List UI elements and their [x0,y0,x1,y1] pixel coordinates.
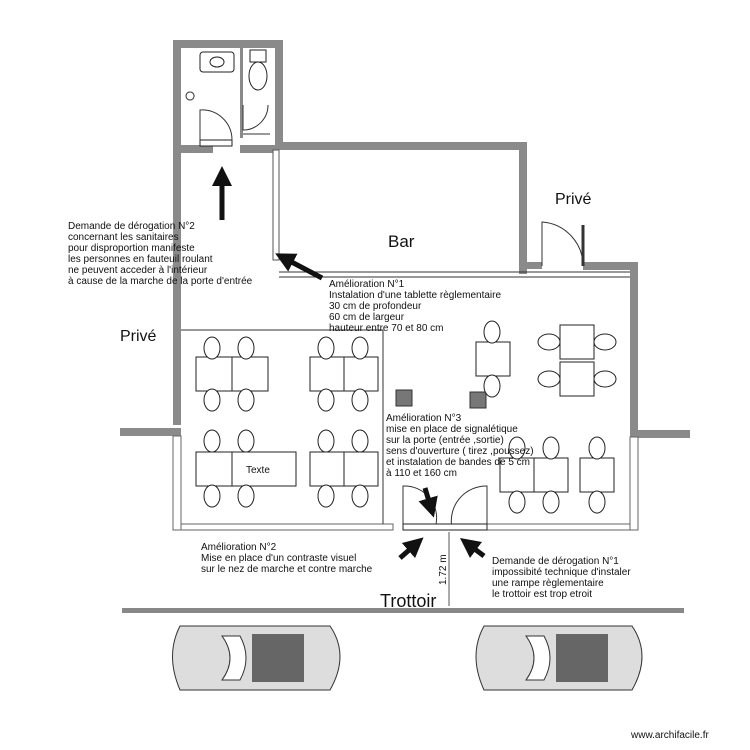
window-right [630,437,638,530]
chair [204,485,220,507]
chair [538,371,560,387]
wall-bar-step [527,262,542,269]
chair [538,334,560,350]
table [310,452,344,486]
note-line: et instalation de bandes de 5 cm [386,457,530,468]
sink-basin [210,57,224,67]
chair [238,485,254,507]
table [580,458,614,492]
note-line: Demande de dérogation N°2 [68,221,195,232]
chair [204,430,220,452]
table [310,357,344,391]
table [344,357,378,391]
toilet-tank [250,50,266,62]
table [232,357,268,391]
chair [509,491,525,513]
arrow-derogation1 [468,544,484,556]
chair [484,375,500,397]
label-prive-left: Privé [120,328,157,345]
chair [204,389,220,411]
chair [204,337,220,359]
chair [318,430,334,452]
note-line: Amélioration N°2 [201,542,277,553]
chair [352,485,368,507]
table [344,452,378,486]
note-line: à 110 et 160 cm [386,468,457,479]
table [476,342,510,376]
car-left [173,626,341,690]
watermark: www.archifacile.fr [631,730,709,741]
wall-right-upper [630,262,638,437]
wall-bar-right [519,142,527,274]
table [560,362,594,396]
floor-drain [186,92,194,100]
signage-panel [470,392,486,408]
chair [238,430,254,452]
chair [589,437,605,459]
chair [589,491,605,513]
chair [238,337,254,359]
label-trottoir: Trottoir [380,591,437,611]
note-derogation1 [492,556,633,600]
wall-wc-top [173,40,283,48]
arrow-amelioration1 [284,258,322,278]
note-line: le trottoir est trop etroit [492,589,593,600]
note-line: Mise en place d'un contraste visuel [201,553,357,564]
note-amelioration1 [329,279,504,334]
note-line: 30 cm de profondeur [329,301,422,312]
note-line: à cause de la marche de la porte d'entrée [68,276,253,287]
window-left [173,436,181,530]
wall-left-ext [120,428,181,436]
label-texte: Texte [246,465,270,476]
entrance-threshold [403,524,487,530]
note-line: une rampe règlementaire [492,578,604,589]
note-line: ne peuvent acceder à l'intérieur [68,265,208,276]
table [560,325,594,359]
wall-bar-left [273,150,279,260]
window-front-left [181,524,393,530]
table [534,458,568,492]
wc-door-frame [200,140,232,146]
note-line: Amélioration N°3 [386,413,462,424]
wall-wc-right [275,40,283,148]
label-bar: Bar [388,232,415,251]
table [196,357,232,391]
tables-left [196,337,378,507]
chair [543,491,559,513]
window-front-right [487,524,630,530]
arrow-amelioration2 [400,544,416,558]
chair [318,337,334,359]
car-right [476,626,642,690]
car-roof [252,634,304,682]
note-line: hauteur entre 70 et 80 cm [329,323,444,334]
wall-wc-left [173,40,181,152]
chair [352,430,368,452]
note-amelioration2 [201,542,373,575]
prive-door-swing [542,222,583,266]
chair [352,337,368,359]
chair [318,389,334,411]
signage-panel [396,390,412,406]
note-derogation2 [68,221,253,287]
entrance-door-right [451,486,487,528]
wall-right-ext [638,430,690,438]
chair [594,371,616,387]
wall-bar-top [275,142,527,150]
note-line: Instalation d'une tablette règlementaire [329,290,502,301]
sanitary [186,50,270,146]
label-prive-right: Privé [555,191,592,208]
note-line: les personnes en fauteuil roulant [68,254,213,265]
chair [484,321,500,343]
note-line: mise en place de signalétique [386,424,518,435]
note-line: impossibité technique d'instaler [492,567,631,578]
chair [594,334,616,350]
chair [543,437,559,459]
label-dimension: 1.72 m [438,554,449,585]
wall-corridor-top-2 [240,145,275,153]
note-line: sur le nez de marche et contre marche [201,564,373,575]
arrow-amelioration3 [425,488,431,508]
wall-right-top [583,262,638,270]
note-line: concernant les sanitaires [68,232,179,243]
note-line: sur la porte (entrée ,sortie) [386,435,504,446]
chair [238,389,254,411]
table [196,452,232,486]
car-roof [556,634,608,682]
note-line: sens d'ouverture ( tirez ,poussez) [386,446,534,457]
wc2-door-swing [243,105,268,130]
note-line: pour disproportion manifeste [68,243,195,254]
note-line: Demande de dérogation N°1 [492,556,619,567]
note-line: Amélioration N°1 [329,279,405,290]
chair [318,485,334,507]
wc-door-swing [200,110,232,140]
chair [352,389,368,411]
note-line: 60 cm de largeur [329,312,405,323]
toilet-bowl [249,62,267,90]
